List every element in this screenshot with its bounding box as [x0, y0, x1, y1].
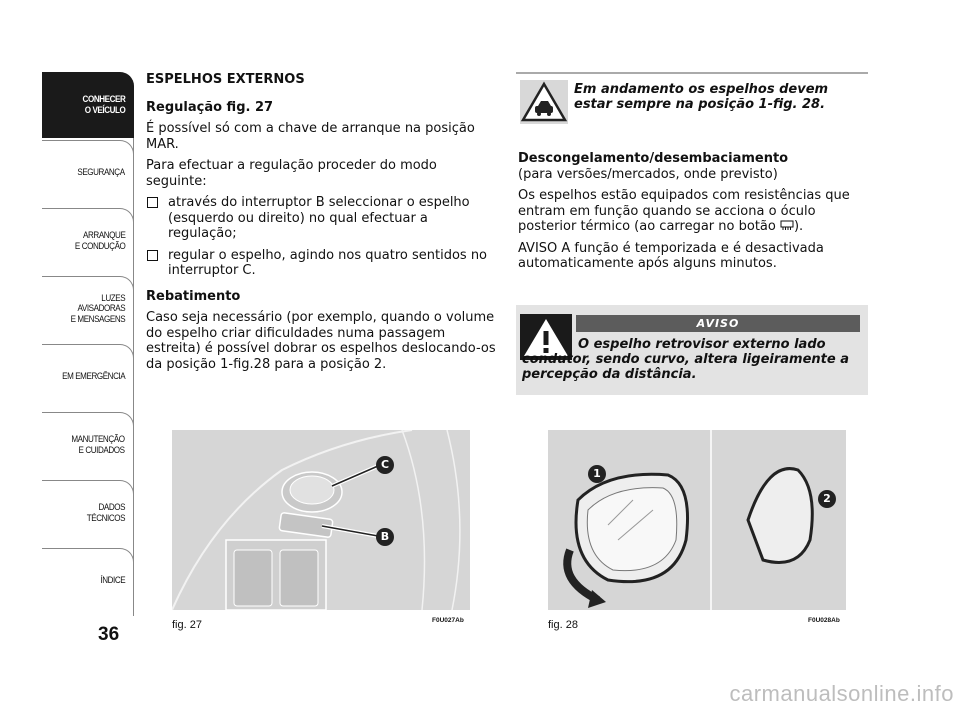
figure-27-code: F0U027Ab	[432, 617, 464, 624]
tab-label: EM EMERGÊNCIA	[61, 371, 125, 383]
tab-label: ÍNDICE	[100, 575, 125, 587]
checkbox-bullet-icon	[147, 250, 158, 261]
tab-label: DADOS TÉCNICOS	[86, 502, 125, 524]
figure-28-image	[548, 430, 846, 610]
subheading-descongelamento: Descongelamento/desembaciamento	[518, 151, 789, 166]
subheading-regulacao: Regulação fig. 27	[146, 99, 274, 115]
tab-em-emergencia[interactable]	[42, 344, 134, 410]
paragraph-text: ).	[793, 219, 804, 234]
callout-c: C	[376, 456, 394, 474]
paragraph: AVISO A função é temporizada e é desactivada automaticamente após alguns minutos.	[518, 240, 824, 271]
note-text: Em andamento os espelhos devem estar sempre na posição 1-fig. 28.	[574, 82, 829, 112]
rear-defrost-icon	[780, 220, 794, 231]
right-column	[518, 151, 868, 278]
subheading-rebatimento: Rebatimento	[146, 288, 241, 304]
checkbox-bullet-icon	[147, 197, 158, 208]
note-box	[516, 72, 868, 132]
tab-label: MANUTENÇÃO E CUIDADOS	[71, 434, 125, 456]
folding-mirror-illustration	[548, 430, 846, 610]
mirror-switch-illustration	[172, 430, 470, 610]
tab-dados-tecnicos[interactable]	[42, 480, 134, 546]
tab-indice[interactable]	[42, 548, 134, 614]
left-column	[146, 72, 496, 378]
figure-28-label: fig. 28	[548, 619, 578, 631]
figure-27-image	[172, 430, 470, 610]
tab-label: LUZES AVISADORAS E MENSAGENS	[70, 292, 125, 325]
callout-b: B	[376, 528, 394, 546]
figure-27-label: fig. 27	[172, 619, 202, 631]
paragraph	[518, 188, 868, 235]
tab-manutencao[interactable]	[42, 412, 134, 478]
figure-28-code: F0U028Ab	[808, 617, 840, 624]
tab-conhecer-o-veiculo[interactable]	[42, 72, 134, 138]
car-warning-triangle-icon	[520, 80, 568, 124]
tab-label: CONHECER O VEÍCULO	[82, 94, 125, 116]
watermark: carmanualsonline.info	[729, 681, 954, 706]
paragraph: Para efectuar a regulação proceder do modo seguinte:	[146, 158, 437, 189]
subheading-note: (para versões/mercados, onde previsto)	[518, 166, 778, 182]
paragraph-text: Os espelhos estão equipados com resistências que entram em função quando se acciona o óculo posterior térmico (ao carregar no botão	[518, 188, 850, 234]
tab-label: SEGURANÇA	[77, 167, 125, 179]
section-title: ESPELHOS EXTERNOS	[146, 72, 305, 87]
warning-text: O espelho retrovisor externo lado condutor, sendo curvo, altera ligeiramente a percepção da distância.	[522, 337, 849, 382]
bullet-item	[146, 195, 496, 242]
tab-label: ARRANQUE E CONDUÇÃO	[74, 230, 125, 252]
paragraph: Caso seja necessário (por exemplo, quando o volume do espelho criar dificuldades numa passagem estreita) é possível dobrar os espelhos deslocando-os da posição 1-fig.28 para a posição 2.	[146, 310, 496, 372]
callout-1: 1	[588, 465, 606, 483]
tab-arranque[interactable]	[42, 208, 134, 274]
warning-title: AVISO	[576, 315, 860, 332]
bullet-text: regular o espelho, agindo nos quatro sentidos no interruptor C.	[168, 247, 488, 278]
bullet-text: através do interruptor B seleccionar o espelho (esquerdo ou direito) no qual efectuar a regulação;	[168, 195, 470, 241]
tab-seguranca[interactable]	[42, 140, 134, 206]
paragraph: É possível só com a chave de arranque na posição MAR.	[146, 121, 475, 152]
callout-2: 2	[818, 490, 836, 508]
sidebar-divider	[133, 138, 134, 616]
page-number: 36	[98, 624, 120, 645]
bullet-item	[146, 248, 496, 279]
tab-luzes-avisadoras[interactable]	[42, 276, 134, 342]
